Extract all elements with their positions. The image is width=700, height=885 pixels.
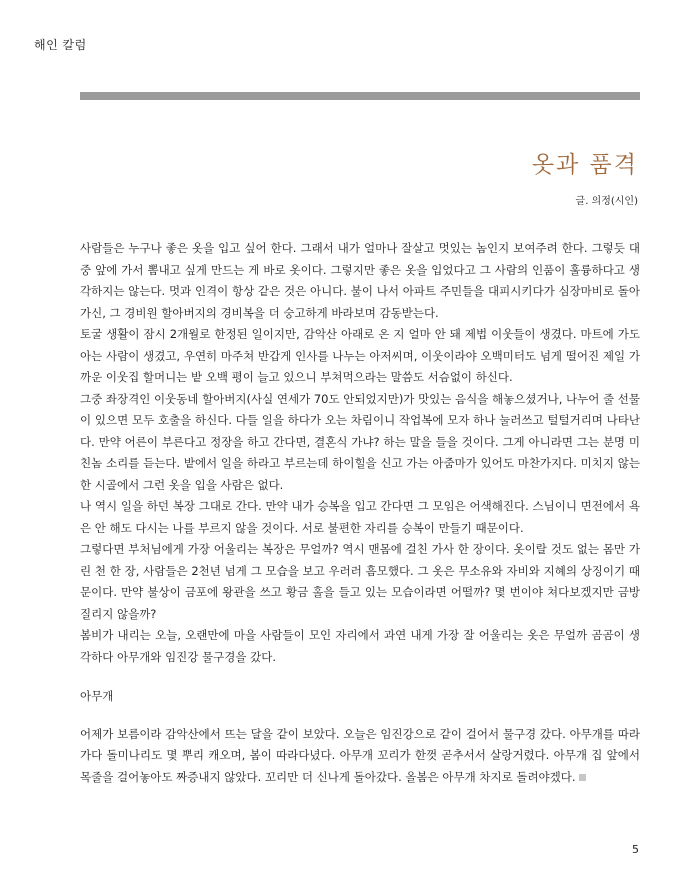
body-paragraph-2: 토굴 생활이 잠시 2개월로 한정된 일이지만, 감악산 아래로 온 지 얼마 안 돼 제법 이웃들이 생겼다. 마트에 가도 아는 사람이 생겼고, 우연히 마주쳐 반갑게 인사를 나누는 아저씨며, 이웃이라야 오백미터도 넘게 떨어진 제일 가까운 이웃집 할머니는 밭 오백 평이 늘고 있으니 부쳐먹으라는 말씀도 서슴없이 하신다. (80, 327, 640, 384)
body-paragraph-1: 사람들은 누구나 좋은 옷을 입고 싶어 한다. 그래서 내가 얼마나 잘살고 멋있는 놈인지 보여주려 한다. 그렇듯 대중 앞에 가서 뽐내고 싶게 만드는 게 바로 옷이다. 그렇지만 좋은 옷을 입었다고 그 사람의 인품이 훌륭하다고 생각하지는 않는다. 멋과 인격이 항상 같은 것은 아니다. 불이 나서 아파트 주민들을 대피시키다가 심장마비로 돌아가신, 그 경비원 할아버지의 경비복을 더 숭고하게 바라보며 감동받는다. (80, 241, 640, 320)
header-divider (80, 92, 640, 100)
end-mark-icon (579, 774, 586, 781)
body-paragraph-3: 그중 좌장격인 이웃동네 할아버지(사실 연세가 70도 안되었지만)가 맛있는 음식을 해놓으셨거나, 나누어 줄 선물이 있으면 모두 호출을 하신다. 다들 일을 하다가 오는 차림이니 작업복에 모자 하나 눌러쓰고 털털거리며 나타난다. 만약 어른이 부른다고 정장을 하고 간다면, 결혼식 가냐? 하는 말을 들을 것이다. 그게 아니라면 그는 분명 미친놈 소리를 듣는다. 밭에서 일을 하라고 부르는데 하이힐을 신고 가는 아줌마가 있어도 마찬가지다. 미치지 않는 한 시골에서 그런 옷을 입을 사람은 없다. (80, 391, 640, 492)
page-number: 5 (632, 843, 639, 856)
closing-paragraph (80, 724, 640, 789)
closing-paragraph-text: 어제가 보름이라 감악산에서 뜨는 달을 같이 보았다. 오늘은 임진강으로 같이 걸어서 물구경 갔다. 아무개를 따라가다 돌미나리도 몇 뿌리 캐오며, 봄이 따라다녔다. 아무개 꼬리가 한껏 곧추서서 살랑거렸다. 아무개 집 앞에서 목줄을 걸어놓아도 짜증내지 않았다. 꼬리만 더 신나게 돌아갔다. 올봄은 아무개 차지로 돌려야겠다. (80, 726, 640, 784)
section-subheading: 아무개 (80, 689, 114, 703)
body-paragraph-5: 그렇다면 부처님에게 가장 어울리는 복장은 무얼까? 역시 맨몸에 걸친 가사 한 장이다. 옷이랄 것도 없는 몸만 가린 천 한 장, 사람들은 2천년 넘게 그 모습을 보고 우러러 흠모했다. 그 옷은 무소유와 자비와 지혜의 상징이기 때문이다. 만약 불상이 금포에 왕관을 쓰고 황금 홀을 들고 있는 모습이라면 어떨까? 몇 번이야 쳐다보겠지만 금방 질리지 않을까? (80, 542, 640, 621)
article-byline: 글. 의정(시인) (575, 196, 638, 207)
body-paragraph-4: 나 역시 일을 하던 복장 그대로 간다. 만약 내가 승복을 입고 간다면 그 모임은 어색해진다. 스님이니 면전에서 욕은 안 해도 다시는 나를 부르지 않을 것이다. 서로 불편한 자리를 승복이 만들기 때문이다. (80, 499, 640, 535)
article-title: 옷과 품격 (531, 152, 638, 178)
body-paragraph-6: 봄비가 내리는 오늘, 오랜만에 마을 사람들이 모인 자리에서 과연 내게 가장 잘 어울리는 옷은 무얼까 곰곰이 생각하다 아무개와 임진강 물구경을 갔다. (80, 628, 640, 664)
article-body (80, 238, 640, 788)
section-label: 해인 칼럼 (34, 38, 87, 52)
